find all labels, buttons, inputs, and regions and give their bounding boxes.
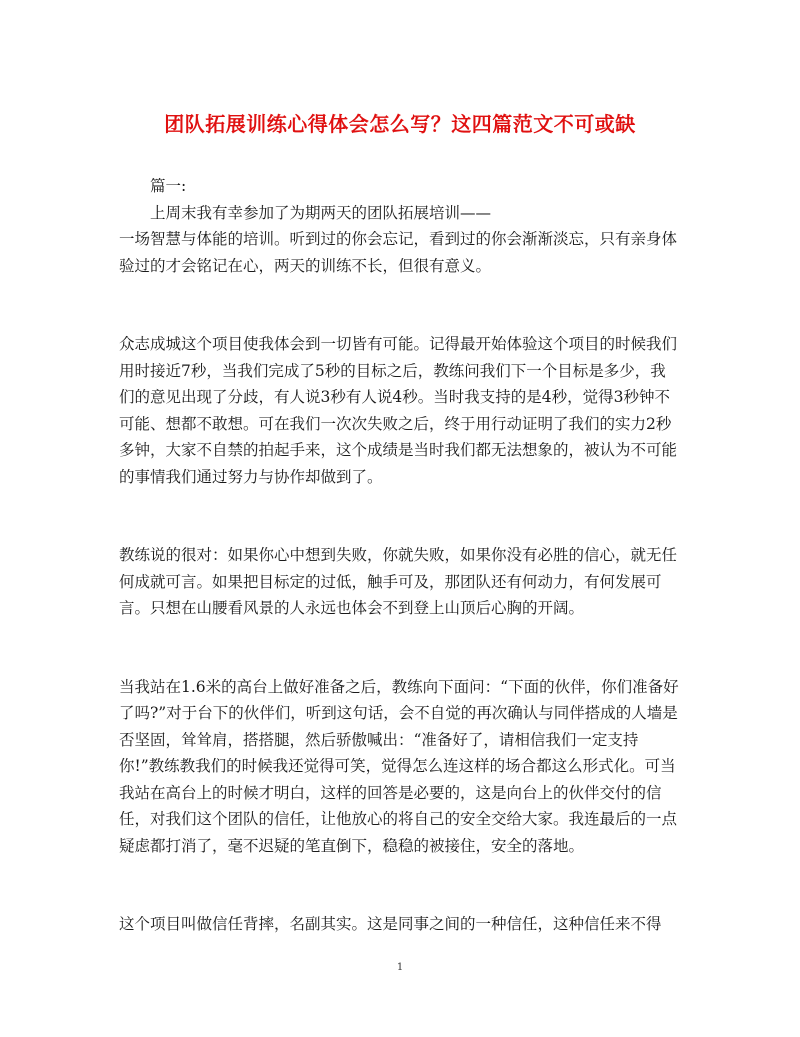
paragraph-gap bbox=[119, 648, 681, 674]
paragraph-gap bbox=[119, 859, 681, 885]
document-title: 团队拓展训练心得体会怎么写？这四篇范文不可或缺 bbox=[164, 112, 636, 136]
paragraph-gap bbox=[119, 516, 681, 542]
intro-line: 上周末我有幸参加了为期两天的团队拓展培训—— bbox=[150, 203, 492, 222]
paragraph-5: 这个项目叫做信任背摔，名副其实。这是同事之间的一种信任，这种信任来不得 bbox=[119, 915, 662, 933]
page-number: 1 bbox=[396, 962, 404, 973]
paragraph-gap bbox=[119, 490, 681, 516]
paragraph-1: 一场智慧与体能的培训。听到过的你会忘记，看到过的你会渐渐淡忘，只有亲身体验过的才会铭记在心，两天的训练不长，但很有意义。 bbox=[119, 230, 678, 275]
paragraph-2: 众志成城这个项目使我体会到一切皆有可能。记得最开始体验这个项目的时候我们用时接近7秒，当我们完成了5秒的目标之后，教练问我们下一个目标是多少，我们的意见出现了分歧，有人说3秒有人说4秒。当时我支持的是4秒，觉得3秒钟不可能、想都不敢想。可在我们一次次失败之后，终于用行动证明了我们的实力2秒多钟，大家不自禁的拍起手来，这个成绩是当时我们都无法想象的，被认为不可能的事情我们通过努力与协作却做到了。 bbox=[119, 335, 678, 486]
paragraph-gap bbox=[119, 305, 681, 331]
paragraph-gap bbox=[119, 279, 681, 305]
section-label: 篇一: bbox=[150, 177, 187, 195]
document-body bbox=[119, 173, 681, 938]
paragraph-3: 教练说的很对：如果你心中想到失败，你就失败，如果你没有必胜的信心，就无任何成就可言。如果把目标定的过低，触手可及，那团队还有何动力，有何发展可言。只想在山腰看风景的人永远也体会不到登上山顶后心胸的开阔。 bbox=[119, 546, 678, 617]
paragraph-gap bbox=[119, 885, 681, 911]
paragraph-4: 当我站在1.6米的高台上做好准备之后，教练向下面问：“下面的伙伴，你们准备好了吗?”对于台下的伙伴们，听到这句话，会不自觉的再次确认与同伴搭成的人墙是否坚固，耸耸肩，搭搭腿，然后骄傲喊出：“准备好了，请相信我们一定支持你!”教练教我们的时候我还觉得可笑，觉得怎么连这样的场合都这么形式化。可当我站在高台上的时候才明白，这样的回答是必要的，这是向台上的伙伴交付的信任，对我们这个团队的信任，让他放心的将自己的安全交给大家。我连最后的一点疑虑都打消了，毫不迟疑的笔直倒下，稳稳的被接住，安全的落地。 bbox=[119, 677, 679, 855]
paragraph-gap bbox=[119, 622, 681, 648]
